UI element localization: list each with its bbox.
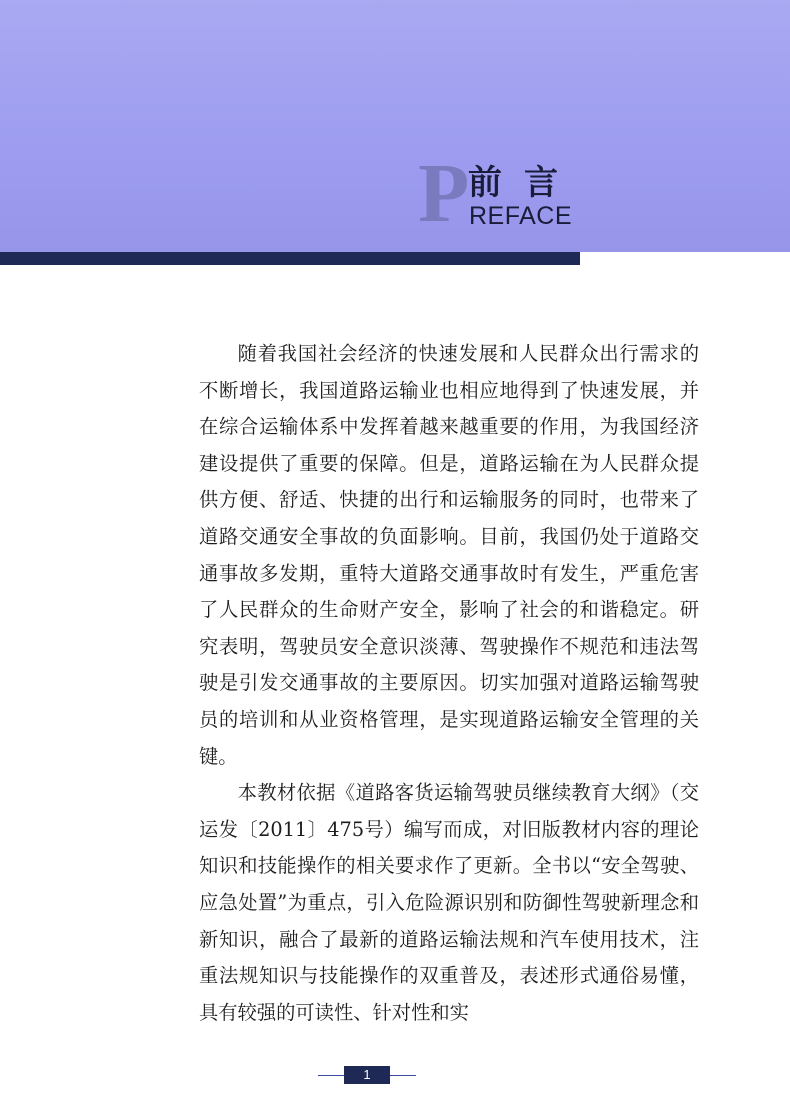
body-text (199, 336, 699, 1031)
paragraph-2: 本教材依据《道路客货运输驾驶员继续教育大纲》（交运发〔2011〕475号）编写而成，对旧版教材内容的理论知识和技能操作的相关要求作了更新。全书以“安全驾驶、应急处置”为重点，引入危险源识别和防御性驾驶新理念和新知识，融合了最新的道路运输法规和汽车使用技术，注重法规知识与技能操作的双重普及，表述形式通俗易懂，具有较强的可读性、针对性和实 (199, 781, 699, 1024)
footer-rule-left (318, 1075, 344, 1076)
chapter-title (418, 147, 618, 240)
title-initial-letter: P (418, 147, 470, 240)
header-band (0, 0, 790, 252)
title-chinese: 前言 (468, 163, 580, 203)
page-number: 1 (344, 1066, 390, 1084)
footer-rule-right (390, 1075, 416, 1076)
header-rule (0, 252, 580, 265)
paragraph-1: 随着我国社会经济的快速发展和人民群众出行需求的不断增长，我国道路运输业也相应地得到了快速发展，并在综合运输体系中发挥着越来越重要的作用，为我国经济建设提供了重要的保障。但是，道路运输在为人民群众提供方便、舒适、快捷的出行和运输服务的同时，也带来了道路交通安全事故的负面影响。目前，我国仍处于道路交通事故多发期，重特大道路交通事故时有发生，严重危害了人民群众的生命财产安全，影响了社会的和谐稳定。研究表明，驾驶员安全意识淡薄、驾驶操作不规范和违法驾驶是引发交通事故的主要原因。切实加强对道路运输驾驶员的培训和从业资格管理，是实现道路运输安全管理的关键。 (199, 342, 699, 768)
title-english: REFACE (469, 202, 573, 230)
